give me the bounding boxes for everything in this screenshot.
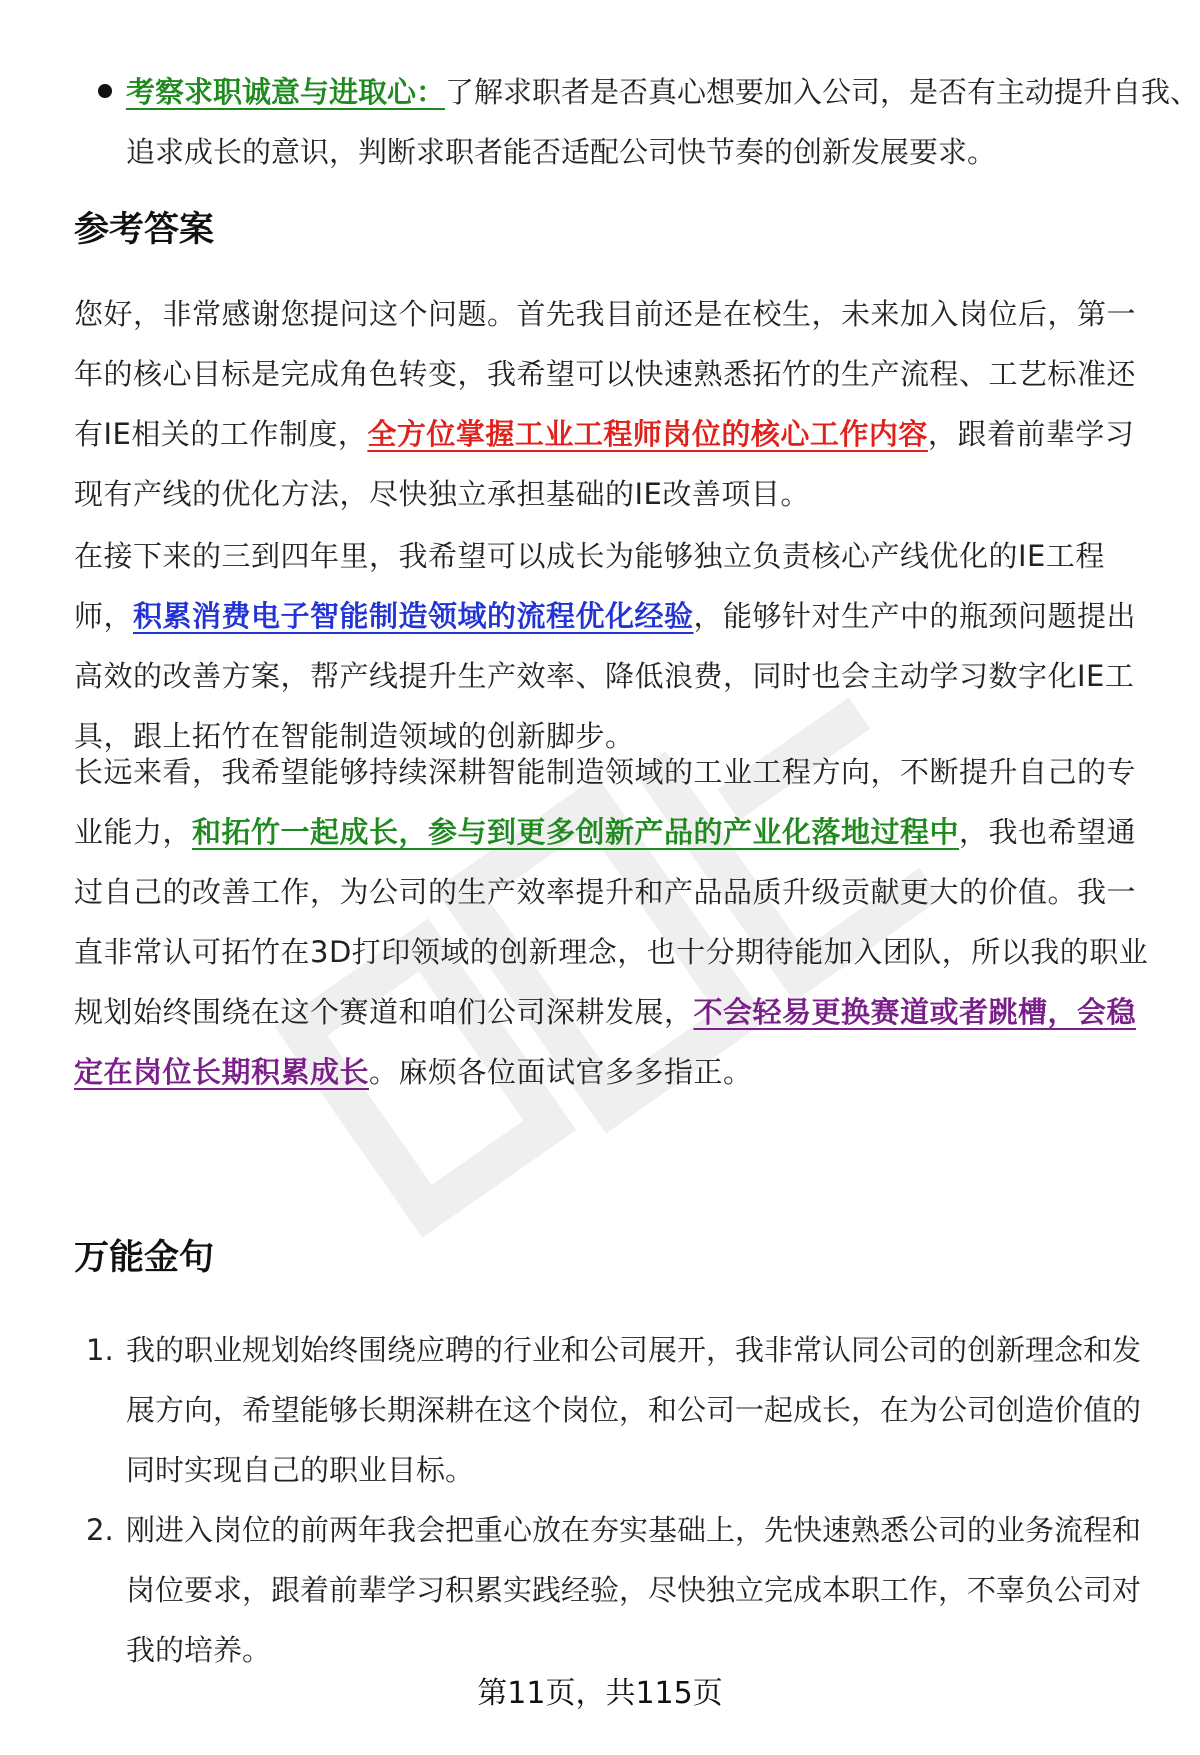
answer-paragraph-1 xyxy=(74,284,1154,524)
answer-p2-highlight: 积累消费电子智能制造领域的流程优化经验 xyxy=(133,599,694,633)
list-item-text: 刚进入岗位的前两年我会把重心放在夯实基础上，先快速熟悉公司的业务流程和岗位要求，跟着前辈学习积累实践经验，尽快独立完成本职工作，不辜负公司对我的培养。 xyxy=(126,1513,1142,1667)
answer-p2-text-b: ，能够针对生产中的瓶颈问题提出高效的改善方案，帮产线提升生产效率、降低浪费，同时也会主动学习数字化IE工具，跟上拓竹在智能制造领域的创新脚步。 xyxy=(74,599,1137,753)
answer-p3-text-a: 长远来看，我希望能够持续深耕智能制造领域的工业工程方向，不断提升自己的专业能力， xyxy=(74,755,1137,849)
answer-p1-text-a: 您好，非常感谢您提问这个问题。首先我目前还是在校生，未来加入岗位后，第一年的核心目标是完成角色转变，我希望可以快速熟悉拓竹的生产流程、工艺标准还有IE相关的工作制度， xyxy=(74,297,1137,451)
bullet-icon xyxy=(98,84,112,98)
answer-p2-text-a: 在接下来的三到四年里，我希望可以成长为能够独立负责核心产线优化的IE工程师， xyxy=(74,539,1105,633)
answer-paragraph-2 xyxy=(74,526,1154,766)
list-item xyxy=(74,1500,1154,1680)
answer-p3-highlight-2: 不会轻易更换赛道或者跳槽，会稳定在岗位长期积累成长 xyxy=(74,995,1137,1089)
evaluation-point-text xyxy=(126,62,1200,182)
answer-p1-highlight: 全方位掌握工业工程师岗位的核心工作内容 xyxy=(367,417,928,451)
answer-p1-text-b: ，跟着前辈学习现有产线的优化方法，尽快独立承担基础的IE改善项目。 xyxy=(74,417,1135,511)
answer-p3-text-c: 。麻烦各位面试官多多指正。 xyxy=(369,1055,753,1089)
answer-paragraph-3 xyxy=(74,742,1154,1102)
evaluation-point-label: 考察求职诚意与进取心： xyxy=(126,75,446,109)
list-item-number: 2. xyxy=(86,1513,114,1547)
reference-answer-heading: 参考答案 xyxy=(74,210,215,250)
evaluation-point-body: 了解求职者是否真心想要加入公司，是否有主动提升自我、追求成长的意识，判断求职者能否适配公司快节奏的创新发展要求。 xyxy=(126,75,1200,169)
page-number: 第11页，共115页 xyxy=(477,1676,723,1711)
answer-p3-highlight-1: 和拓竹一起成长，参与到更多创新产品的产业化落地过程中 xyxy=(192,815,960,849)
list-item-number: 1. xyxy=(86,1333,114,1367)
list-item xyxy=(74,1320,1154,1500)
golden-sentences-heading: 万能金句 xyxy=(74,1238,215,1278)
list-item-text: 我的职业规划始终围绕应聘的行业和公司展开，我非常认同公司的创新理念和发展方向，希望能够长期深耕在这个岗位，和公司一起成长，在为公司创造价值的同时实现自己的职业目标。 xyxy=(126,1333,1142,1487)
golden-sentences-list xyxy=(74,1320,1154,1680)
answer-p3-text-b: ，我也希望通过自己的改善工作，为公司的生产效率提升和产品品质升级贡献更大的价值。我一直非常认可拓竹在3D打印领域的创新理念，也十分期待能加入团队，所以我的职业规划始终围绕在这个赛道和咱们公司深耕发展， xyxy=(74,815,1149,1029)
